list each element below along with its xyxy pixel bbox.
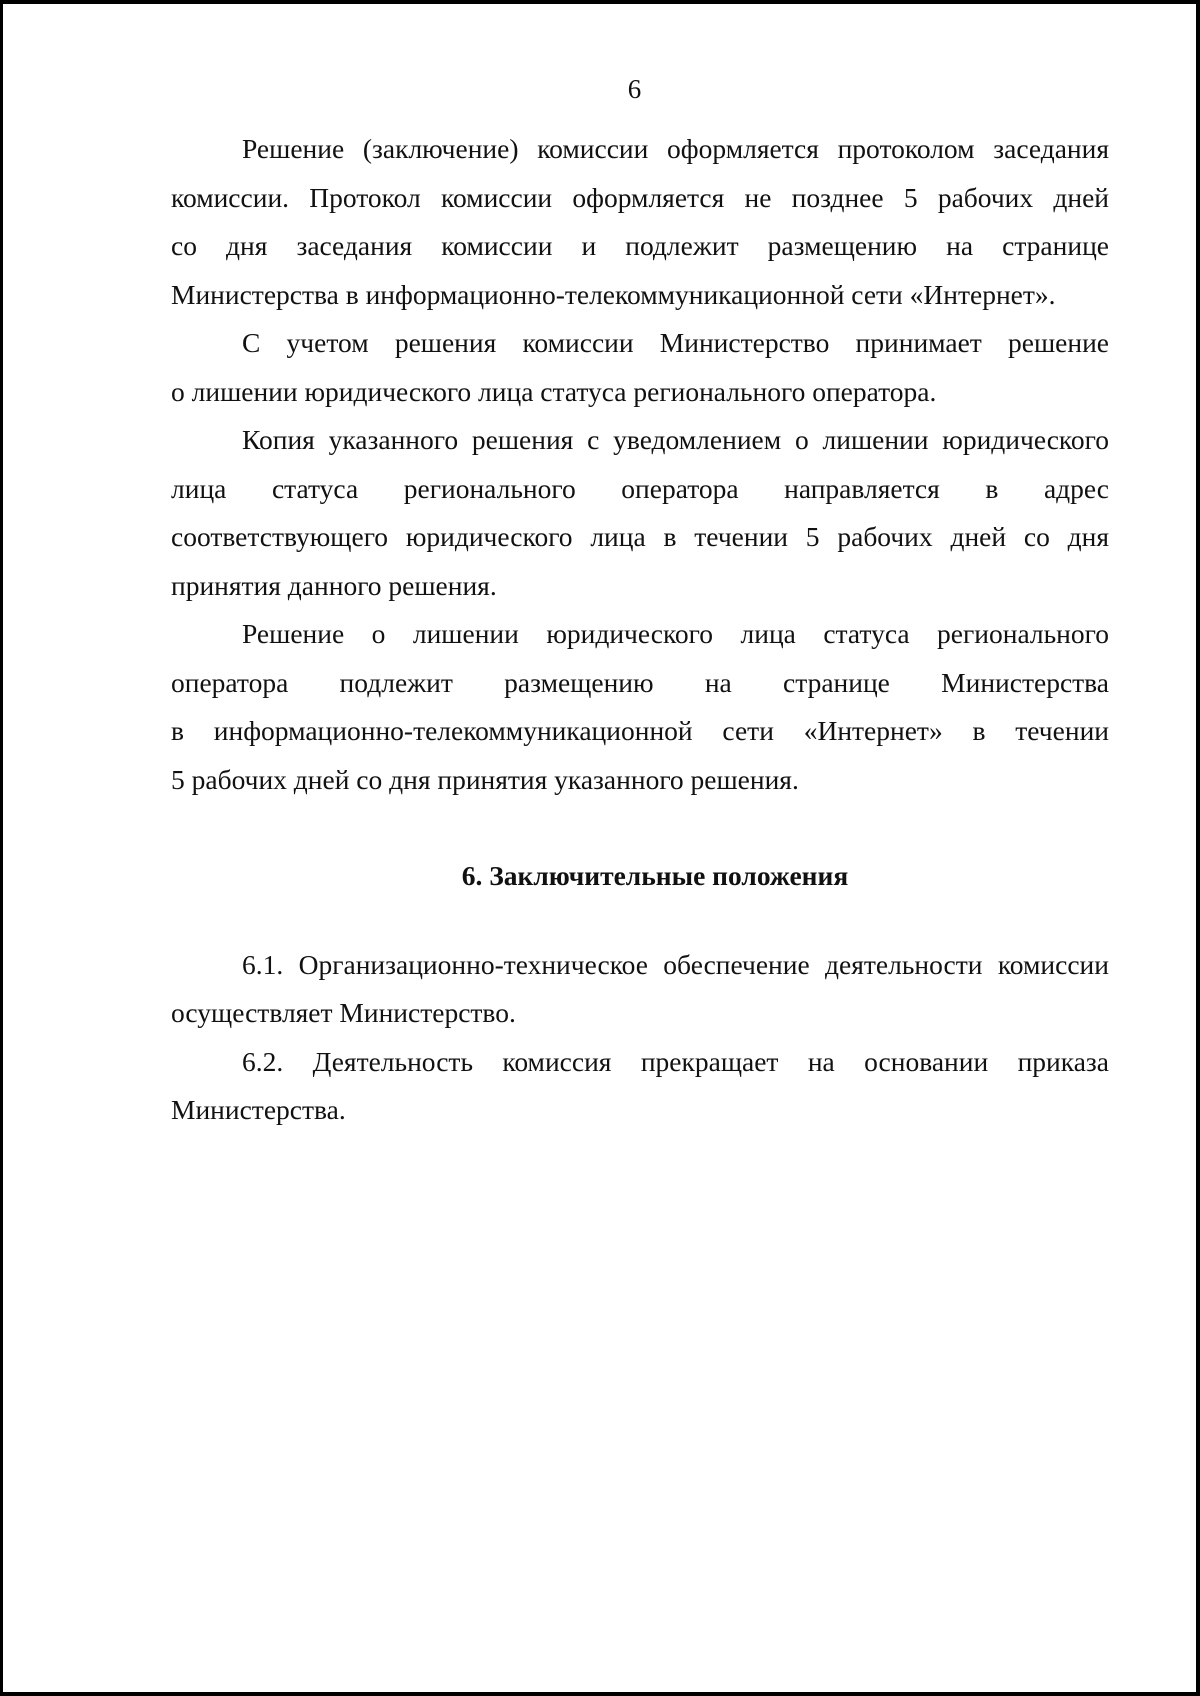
text-line: принятия данного решения. [171,569,497,601]
text-line: со дня заседания комиссии и подлежит размещению на странице [171,230,1109,261]
text-line: соответствующего юридического лица в течении 5 рабочих дней со дня [171,521,1109,552]
paragraph-protocol [171,125,1109,319]
document-body [171,125,1109,1135]
text-line: оператора подлежит размещению на странице Министерства [171,666,1109,698]
spacer [171,901,1109,941]
text-line: лица статуса регионального оператора направляется в адрес [171,472,1109,504]
text-line: Решение (заключение) комиссии оформляется протоколом заседания [242,133,1109,164]
text-line: осуществляет Министерство. [171,997,516,1028]
clause-6-2 [171,1038,1109,1135]
paragraph-publication [171,610,1109,804]
text-line: 6.1. Организационно-техническое обеспечение деятельности комиссии [242,948,1109,980]
text-line: комиссии. Протокол комиссии оформляется не позднее 5 рабочих дней [171,181,1109,213]
text-line: Решение о лишении юридического лица статуса регионального [242,618,1109,649]
section-heading: 6. Заключительные положения [461,860,849,891]
paragraph-copy-notification [171,416,1109,610]
text-line: С учетом решения комиссии Министерство принимает решение [242,327,1109,358]
text-line: Копия указанного решения с уведомлением о лишении юридического [242,424,1109,455]
text-line: о лишении юридического лица статуса регионального оператора. [171,375,937,407]
text-line: 6.2. Деятельность комиссия прекращает на основании приказа [242,1045,1109,1077]
text-line: Министерства. [171,1094,346,1125]
text-line: 5 рабочих дней со дня принятия указанного решения. [171,763,799,795]
page-number: 6 [627,74,642,104]
clause-6-1 [171,941,1109,1038]
paragraph-ministry-decision [171,319,1109,416]
text-line: в информационно-телекоммуникационной сети «Интернет» в течении [171,715,1109,746]
text-line: Министерства в информационно-телекоммуникационной сети «Интернет». [171,278,1056,310]
spacer [171,804,1109,852]
